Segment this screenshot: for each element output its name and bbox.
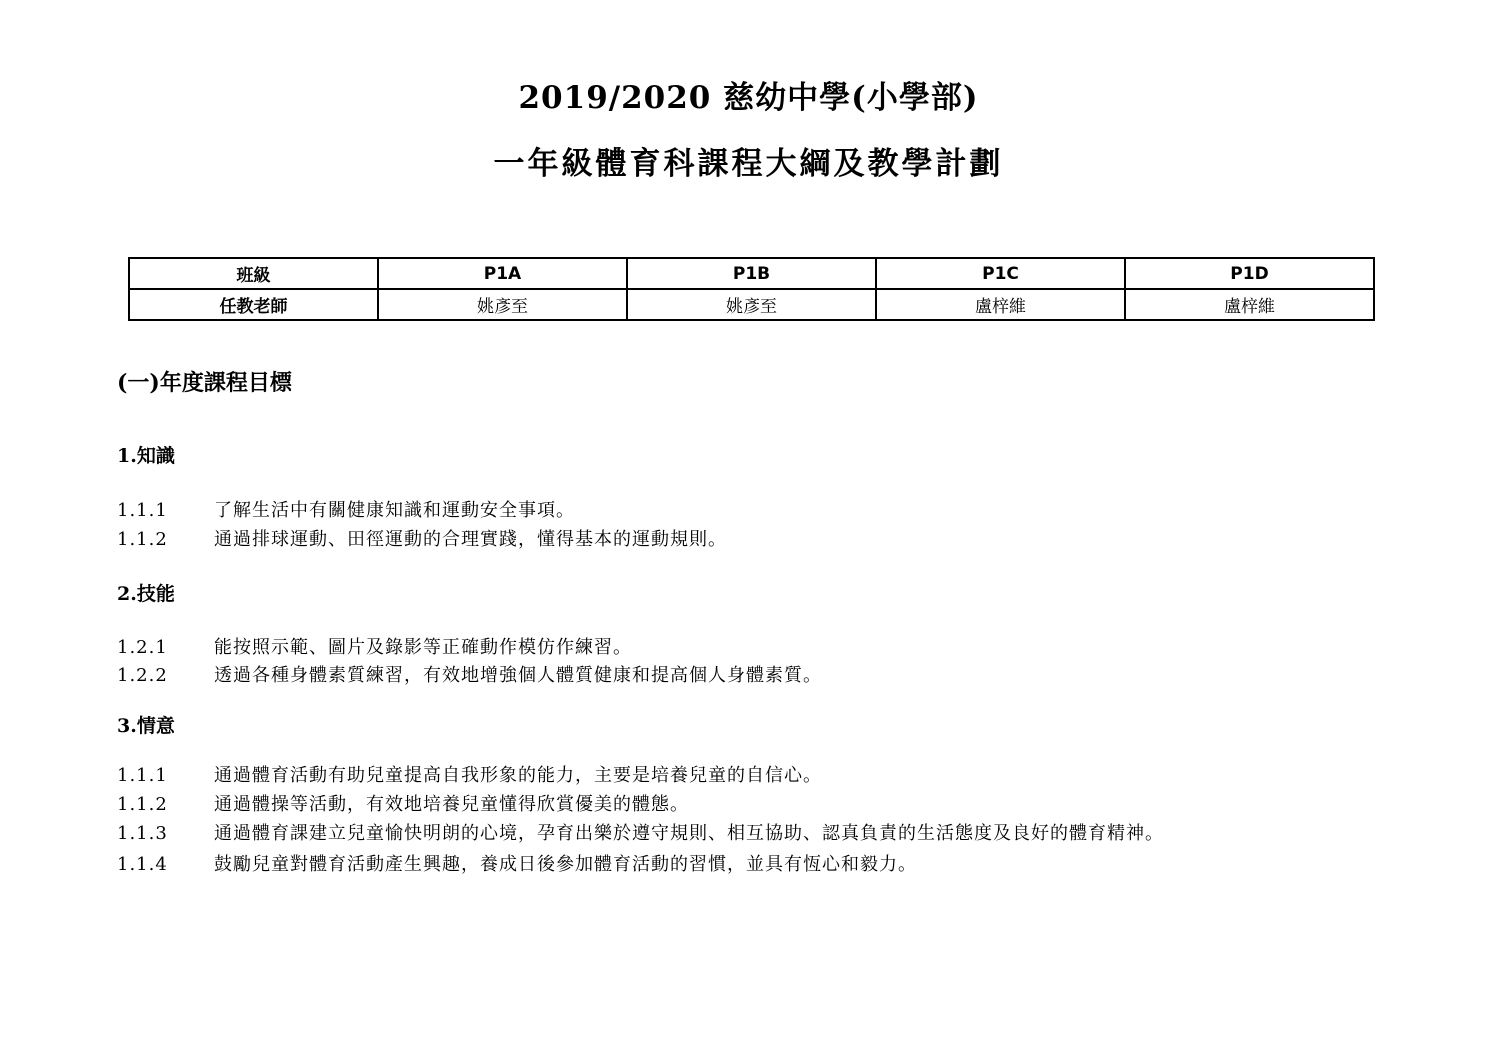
class-cell-p1d: P1D bbox=[1125, 258, 1374, 289]
document-subtitle: 一年級體育科課程大綱及教學計劃 bbox=[493, 146, 1004, 182]
item-number: 1.1.2 bbox=[117, 529, 168, 550]
list-item bbox=[117, 525, 727, 551]
list-item bbox=[117, 496, 575, 522]
item-number: 1.2.2 bbox=[117, 665, 168, 686]
skills-heading: 2.技能 bbox=[117, 583, 175, 605]
list-item bbox=[117, 661, 822, 687]
class-teacher-table bbox=[128, 257, 1375, 321]
item-text: 鼓勵兒童對體育活動產生興趣，養成日後參加體育活動的習慣，並具有恆心和毅力。 bbox=[214, 854, 917, 875]
section-heading: (一)年度課程目標 bbox=[117, 370, 292, 396]
item-text: 通過體育課建立兒童愉快明朗的心境，孕育出樂於遵守規則、相互協助、認真負責的生活態度及良好的體育精神。 bbox=[214, 823, 1164, 844]
item-text: 了解生活中有關健康知識和運動安全事項。 bbox=[214, 500, 575, 521]
list-item bbox=[117, 819, 1164, 845]
item-number: 1.1.1 bbox=[117, 765, 168, 786]
class-cell-p1c: P1C bbox=[876, 258, 1125, 289]
class-row bbox=[129, 258, 1374, 289]
document-title: 2019/2020 慈幼中學(小學部) bbox=[518, 80, 979, 116]
list-item bbox=[117, 633, 632, 659]
item-number: 1.1.4 bbox=[117, 854, 168, 875]
item-text: 通過排球運動、田徑運動的合理實踐，懂得基本的運動規則。 bbox=[214, 529, 727, 550]
item-number: 1.1.3 bbox=[117, 823, 168, 844]
attitude-heading: 3.情意 bbox=[117, 715, 175, 737]
list-item bbox=[117, 761, 822, 787]
item-text: 透過各種身體素質練習，有效地增強個人體質健康和提高個人身體素質。 bbox=[214, 665, 822, 686]
item-number: 1.2.1 bbox=[117, 637, 168, 658]
item-text: 能按照示範、圖片及錄影等正確動作模仿作練習。 bbox=[214, 637, 632, 658]
item-text: 通過體操等活動，有效地培養兒童懂得欣賞優美的體態。 bbox=[214, 794, 689, 815]
class-cell-p1b: P1B bbox=[627, 258, 876, 289]
teacher-cell-p1a: 姚彥至 bbox=[378, 289, 627, 320]
list-item bbox=[117, 850, 917, 876]
item-text: 通過體育活動有助兒童提高自我形象的能力，主要是培養兒童的自信心。 bbox=[214, 765, 822, 786]
teacher-cell-p1d: 盧梓維 bbox=[1125, 289, 1374, 320]
teacher-row bbox=[129, 289, 1374, 320]
class-cell-p1a: P1A bbox=[378, 258, 627, 289]
knowledge-heading: 1.知識 bbox=[117, 445, 175, 467]
item-number: 1.1.2 bbox=[117, 794, 168, 815]
class-row-label: 班級 bbox=[129, 258, 378, 289]
item-number: 1.1.1 bbox=[117, 500, 168, 521]
list-item bbox=[117, 790, 689, 816]
teacher-cell-p1b: 姚彥至 bbox=[627, 289, 876, 320]
teacher-cell-p1c: 盧梓維 bbox=[876, 289, 1125, 320]
teacher-row-label: 任教老師 bbox=[129, 289, 378, 320]
